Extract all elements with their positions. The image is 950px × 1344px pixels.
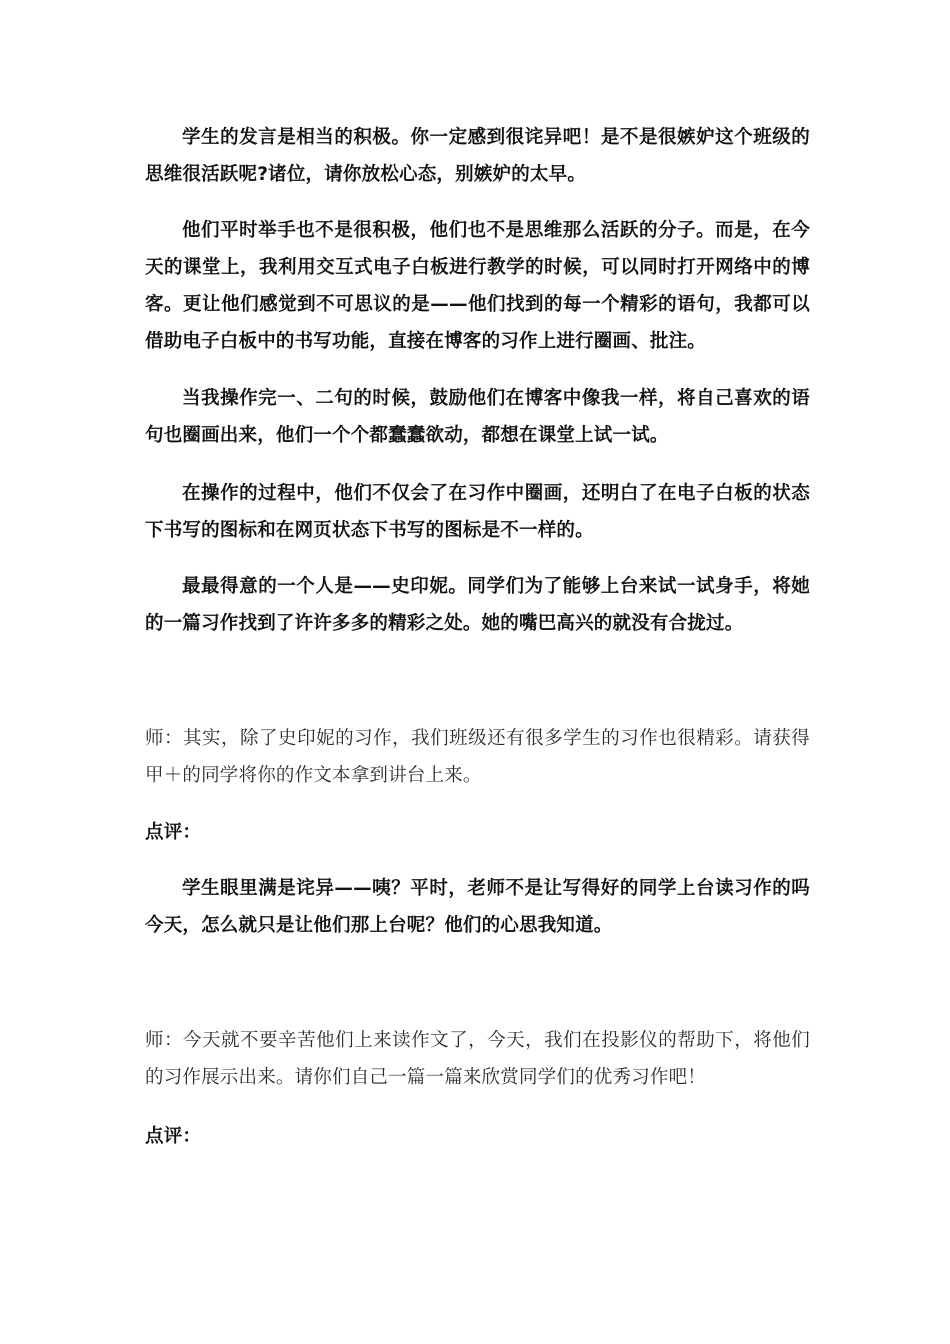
paragraph-4: 在操作的过程中，他们不仅会了在习作中圈画，还明白了在电子白板的状态下书写的图标和在网页状态下书写的图标是不一样的。 [145, 483, 810, 541]
teacher-line-2: 师：今天就不要辛苦他们上来读作文了，今天，我们在投影仪的帮助下，将他们的习作展示出来。请你们自己一篇一篇来欣赏同学们的优秀习作吧！ [145, 1030, 810, 1088]
paragraph-5: 最最得意的一个人是——史印妮。同学们为了能够上台来试一试身手，将她的一篇习作找到了许许多多的精彩之处。她的嘴巴高兴的就没有合拢过。 [145, 576, 810, 634]
comment-label-1: 点评： [145, 822, 202, 843]
paragraph-2: 他们平时举手也不是很积极，他们也不是思维那么活跃的分子。而是，在今天的课堂上，我利用交互式电子白板进行教学的时候，可以同时打开网络中的博客。更让他们感觉到不可思议的是——他们找到的每一个精彩的语句，我都可以借助电子白板中的书写功能，直接在博客的习作上进行圈画、批注。 [145, 220, 810, 352]
comment-label-2: 点评： [145, 1126, 202, 1147]
teacher-line-1: 师：其实，除了史印妮的习作，我们班级还有很多学生的习作也很精彩。请获得甲＋的同学将你的作文本拿到讲台上来。 [145, 728, 810, 786]
comment-text-1: 学生眼里满是诧异——咦？平时，老师不是让写得好的同学上台读习作的吗今天，怎么就只是让他们那上台呢？他们的心思我知道。 [145, 878, 810, 936]
paragraph-3: 当我操作完一、二句的时候，鼓励他们在博客中像我一样，将自己喜欢的语句也圈画出来，他们一个个都蠢蠢欲动，都想在课堂上试一试。 [145, 388, 810, 446]
paragraph-1: 学生的发言是相当的积极。你一定感到很诧异吧！是不是很嫉妒这个班级的思维很活跃呢?诸位，请你放松心态，别嫉妒的太早。 [145, 127, 810, 185]
